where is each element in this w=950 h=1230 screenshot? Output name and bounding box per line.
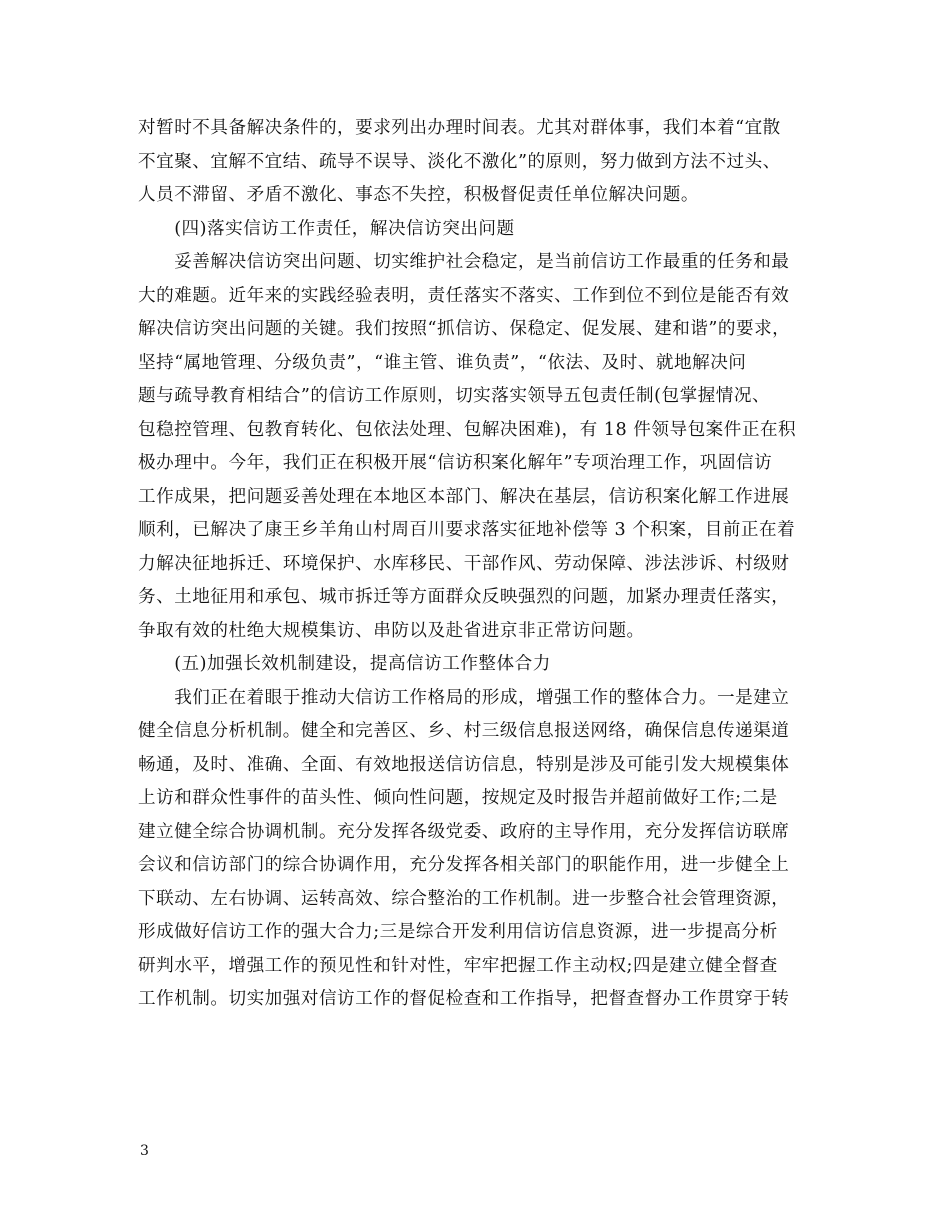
text-line: 争取有效的杜绝大规模集访、串防以及赴省进京非正常访问题。	[138, 620, 645, 641]
section-heading: (四)落实信访工作责任，解决信访突出问题	[138, 218, 515, 239]
text-line: 顺利，已解决了康王乡羊角山村周百川要求落实征地补偿等 3 个积案，目前正在着	[138, 520, 796, 540]
text-line: 人员不滞留、矛盾不激化、事态不失控，积极督促责任单位解决问题。	[138, 185, 699, 205]
text-line: 坚持“属地管理、分级负责”，“谁主管、谁负责”，“依法、及时、就地解决问	[138, 352, 747, 373]
text-line: 我们正在着眼于推动大信访工作格局的形成，增强工作的整体合力。一是建立	[138, 687, 790, 708]
text-line: 妥善解决信访突出问题、切实维护社会稳定，是当前信访工作最重的任务和最	[138, 252, 790, 272]
text-line: 大的难题。近年来的实践经验表明，责任落实不落实、工作到位不到位是能否有效	[138, 285, 790, 306]
text-line: 不宜聚、宜解不宜结、疏导不误导、淡化不激化”的原则，努力做到方法不过头、	[138, 151, 781, 172]
text-line: 研判水平，增强工作的预见性和针对性，牢牢把握工作主动权;四是建立健全督查	[138, 955, 778, 976]
text-line: 极办理中。今年，我们正在积极开展“信访积案化解年”专项治理工作，巩固信访	[138, 453, 773, 473]
text-line: 上访和群众性事件的苗头性、倾向性问题，按规定及时报告并超前做好工作;二是	[138, 788, 778, 808]
page-number: 3	[140, 1143, 149, 1159]
text-line: 解决信访突出问题的关键。我们按照“抓信访、保稳定、促发展、建和谐”的要求，	[138, 319, 791, 339]
section-heading: (五)加强长效机制建设，提高信访工作整体合力	[138, 654, 551, 674]
text-line: 对暂时不具备解决条件的，要求列出办理时间表。尤其对群体事，我们本着“宜散	[138, 118, 781, 138]
body-text	[138, 112, 818, 1017]
text-line: 题与疏导教育相结合”的信访工作原则，切实落实领导五包责任制(包掌握情况、	[138, 386, 771, 406]
text-line: 健全信息分析机制。健全和完善区、乡、村三级信息报送网络，确保信息传递渠道	[138, 721, 790, 741]
text-line: 务、土地征用和承包、城市拆迁等方面群众反映强烈的问题，加紧办理责任落实，	[138, 587, 790, 607]
text-line: 建立健全综合协调机制。充分发挥各级党委、政府的主导作用，充分发挥信访联席	[138, 821, 790, 842]
text-line: 力解决征地拆迁、环境保护、水库移民、干部作风、劳动保障、涉法涉诉、村级财	[138, 553, 790, 574]
text-line: 畅通，及时、准确、全面、有效地报送信访信息，特别是涉及可能引发大规模集体	[138, 754, 790, 775]
text-line: 包稳控管理、包教育转化、包依法处理、包解决困难)，有 18 件领导包案件正在积	[138, 419, 797, 440]
text-line: 会议和信访部门的综合协调作用，充分发挥各相关部门的职能作用，进一步健全上	[138, 855, 790, 875]
text-line: 下联动、左右协调、运转高效、综合整治的工作机制。进一步整合社会管理资源，	[138, 888, 790, 909]
text-line: 工作成果，把问题妥善处理在本地区本部门、解决在基层，信访积案化解工作进展	[138, 486, 790, 507]
text-line: 工作机制。切实加强对信访工作的督促检查和工作指导，把督查督办工作贯穿于转	[138, 989, 790, 1009]
text-line: 形成做好信访工作的强大合力;三是综合开发利用信访信息资源，进一步提高分析	[138, 922, 778, 942]
